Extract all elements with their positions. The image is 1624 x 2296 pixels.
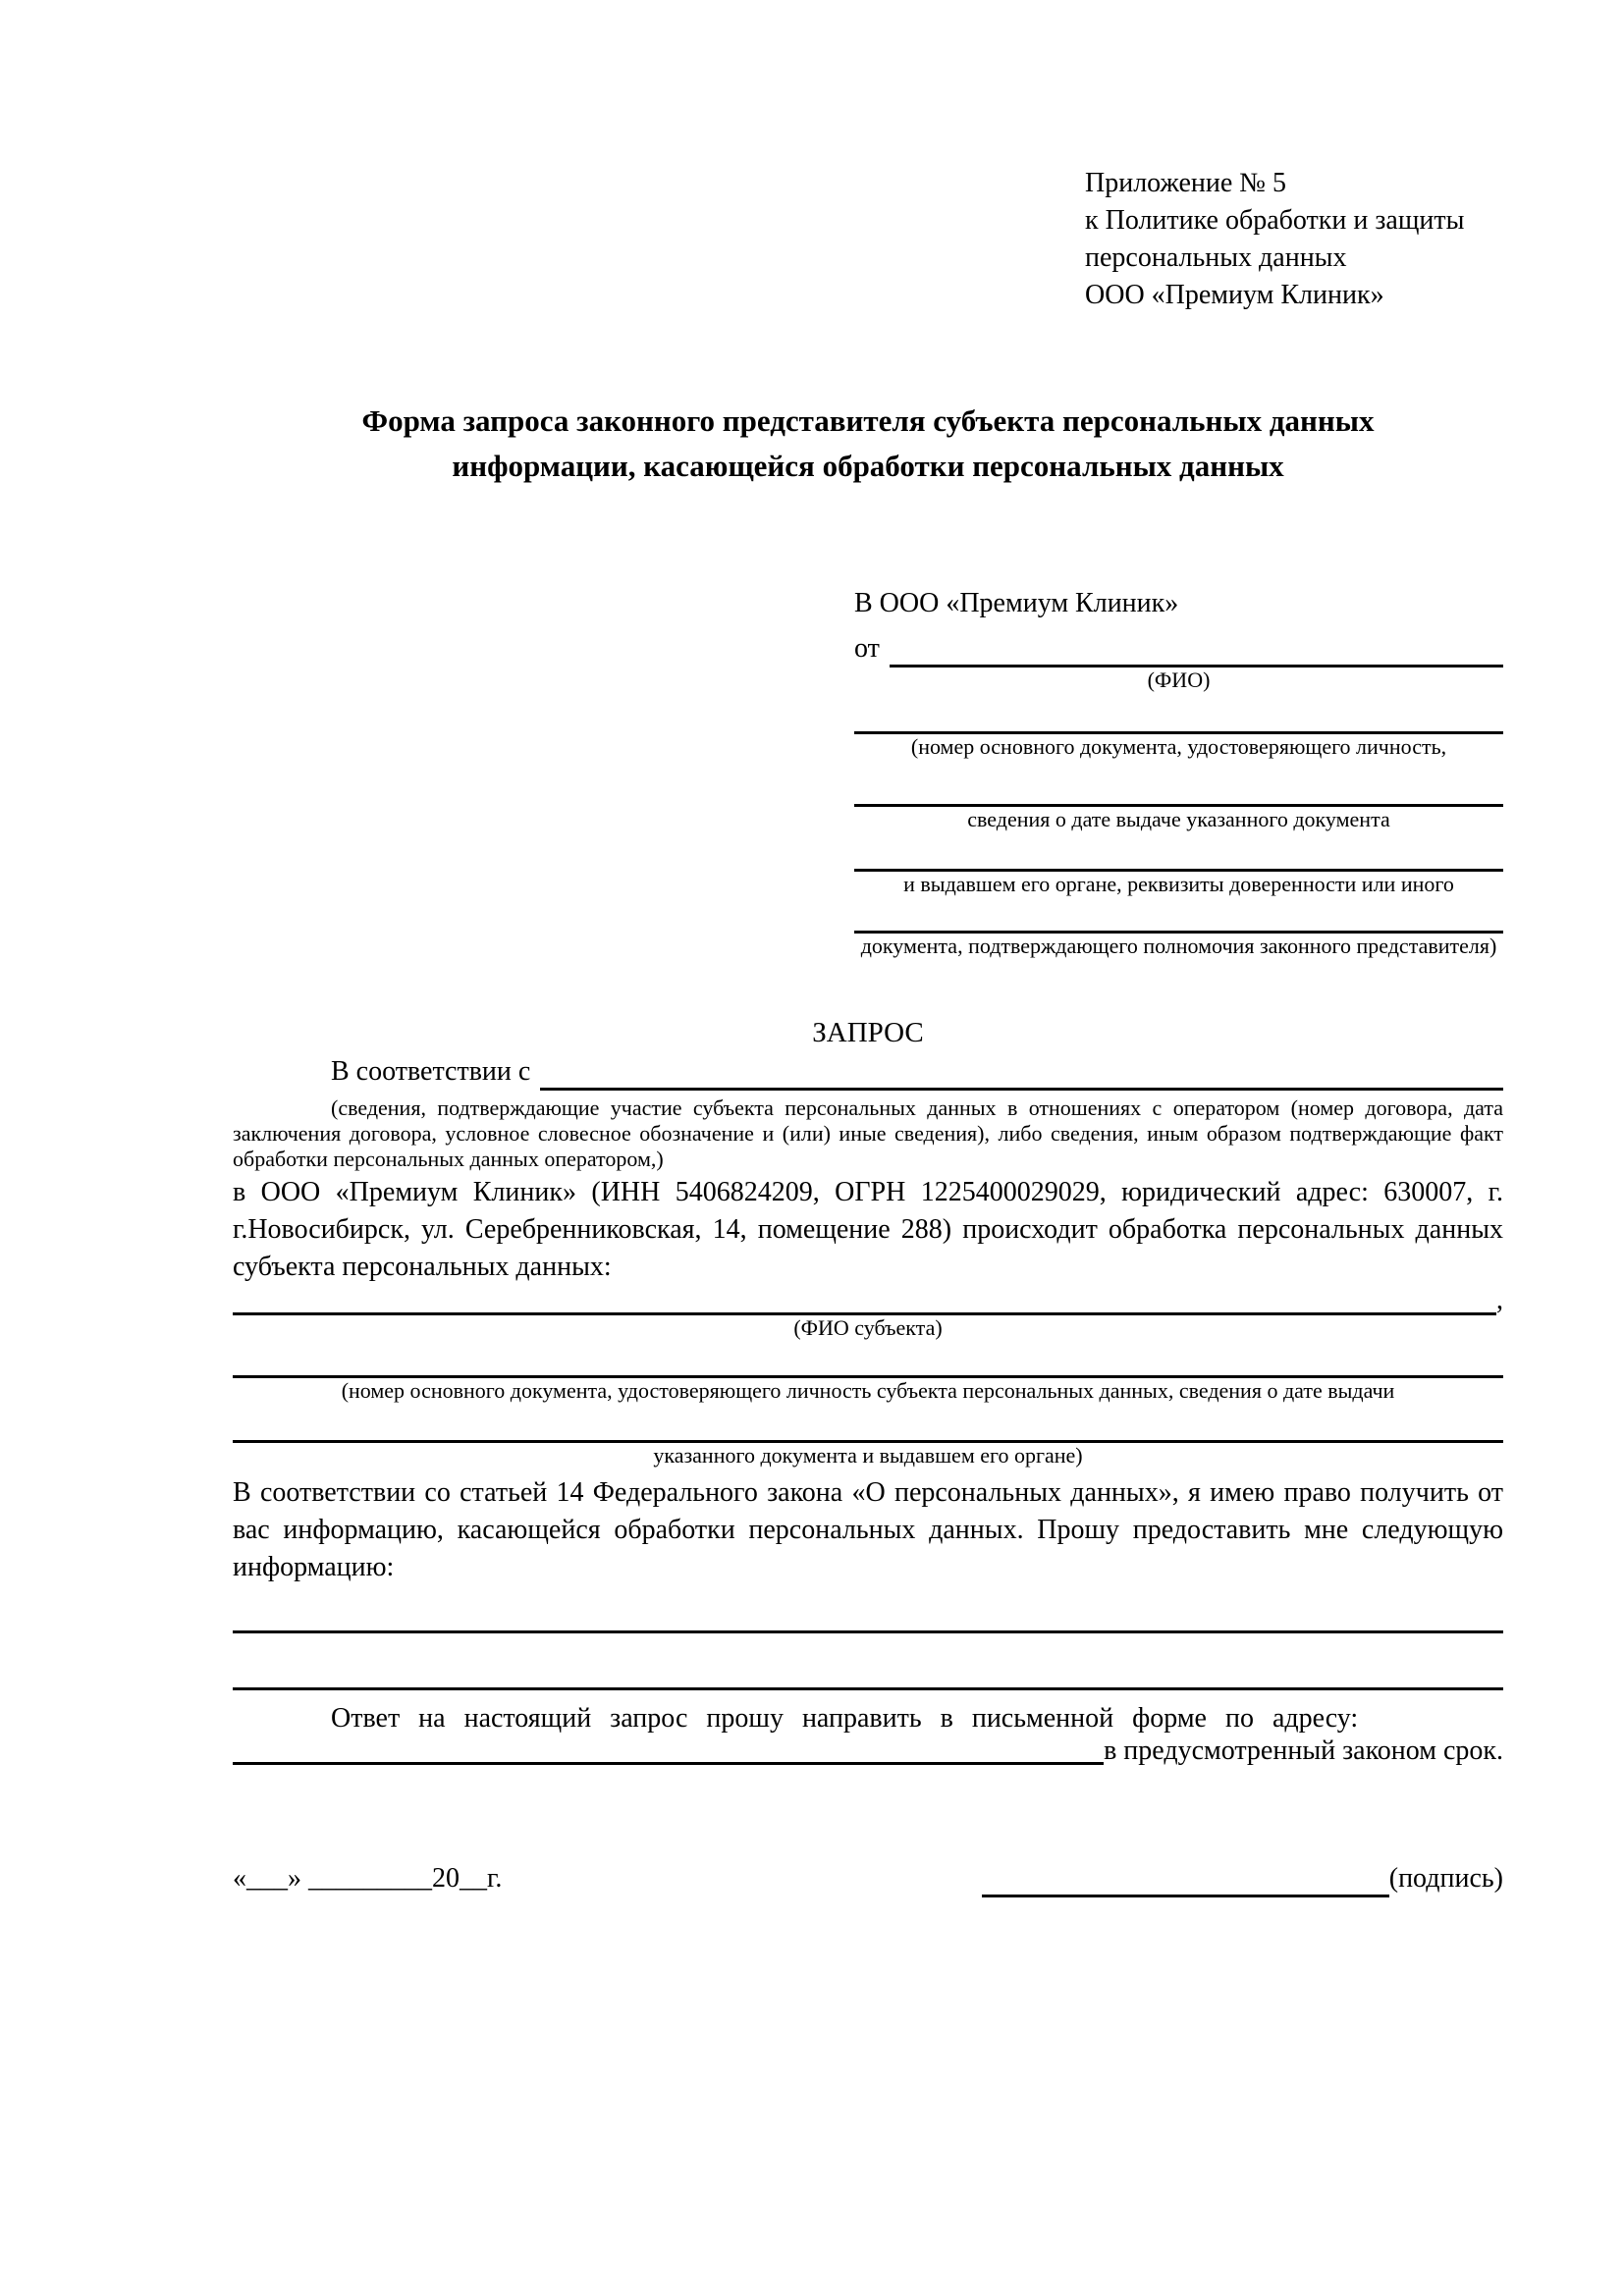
addressee-block (854, 585, 1503, 959)
law-paragraph: В соответствии со статьей 14 Федерального закона «О персональных данных», я имею право получить от вас информацию, касающейся обработки персональных данных. Прошу предоставить мне следующую информацию: (233, 1477, 1503, 1582)
operator-paragraph: в ООО «Премиум Клиник» (ИНН 5406824209, ОГРН 1225400029029, юридический адрес: 630007, г. г.Новосибирск, ул. Серебренниковская, 14, помещение 288) происходит обработка персональных данных субъекта персональных данных: (233, 1177, 1503, 1282)
signature-row (233, 1856, 1503, 1897)
representative-fio-blank-line (890, 634, 1503, 667)
doc-blank-line-1 (854, 693, 1503, 734)
from-row (854, 622, 1503, 667)
date-blank: «___» _________20__г. (233, 1863, 503, 1894)
info-blank-line-2 (233, 1633, 1503, 1690)
appendix-line-2: к Политике обработки и защиты (1085, 205, 1465, 236)
intro-label: В соответствии с (331, 1056, 531, 1087)
doc-caption-1: (номер основного документа, удостоверяющего личность, (910, 734, 1447, 759)
info-blank-line-1 (233, 1586, 1503, 1633)
address-blank-line (233, 1743, 1104, 1765)
title-line-1: Форма запроса законного представителя субъекта персональных данных (361, 403, 1375, 438)
subject-fio-caption: (ФИО субъекта) (793, 1315, 943, 1340)
subject-doc-caption-2: указанного документа и выдавшем его органе) (653, 1443, 1083, 1468)
appendix-note (1085, 165, 1503, 314)
intro-caption: (сведения, подтверждающие участие субъекта персональных данных в отношениях с оператором (номер договора, дата заключения договора, условное словесное обозначение и (или) иные сведения), либо сведения, иным образом подтверждающие факт обработки персональных данных оператором,) (233, 1095, 1503, 1171)
addressee-to: В ООО «Премиум Клиник» (854, 588, 1179, 618)
subject-doc-blank-line-2 (233, 1404, 1503, 1443)
signature-blank-line (982, 1864, 1389, 1897)
request-heading: ЗАПРОС (812, 1017, 924, 1048)
appendix-line-3: персональных данных (1085, 242, 1347, 273)
appendix-line-1: Приложение № 5 (1085, 168, 1286, 198)
subject-doc-blank-line-1 (233, 1341, 1503, 1378)
subject-doc-caption-1: (номер основного документа, удостоверяющего личность субъекта персональных данных, сведения о дате выдачи (341, 1378, 1395, 1403)
response-paragraph: Ответ на настоящий запрос прошу направить в письменной форме по адресу: (331, 1703, 1359, 1734)
signature-group (982, 1860, 1503, 1897)
doc-blank-line-3 (854, 832, 1503, 872)
basis-row (233, 1051, 1503, 1091)
response-suffix: в предусмотренный законом срок. (1104, 1735, 1503, 1766)
signature-caption: (подпись) (1388, 1863, 1503, 1894)
doc-caption-3: и выдавшем его органе, реквизиты доверенности или иного (903, 872, 1454, 896)
title-line-2: информации, касающейся обработки персональных данных (452, 449, 1284, 483)
fio-caption: (ФИО) (1147, 667, 1211, 692)
subject-fio-blank-line (233, 1294, 1496, 1315)
from-label: от (854, 633, 880, 664)
subject-fio-row (233, 1286, 1503, 1315)
doc-caption-2: сведения о дате выдаче указанного документа (967, 807, 1390, 831)
basis-blank-line (540, 1057, 1503, 1091)
doc-blank-line-2 (854, 760, 1503, 807)
appendix-line-4: ООО «Премиум Клиник» (1085, 280, 1384, 310)
address-row (233, 1737, 1503, 1765)
doc-blank-line-4 (854, 897, 1503, 934)
document-title (233, 399, 1503, 489)
comma-text: , (1496, 1285, 1503, 1315)
doc-caption-4: документа, подтверждающего полномочия законного представителя) (860, 934, 1497, 958)
